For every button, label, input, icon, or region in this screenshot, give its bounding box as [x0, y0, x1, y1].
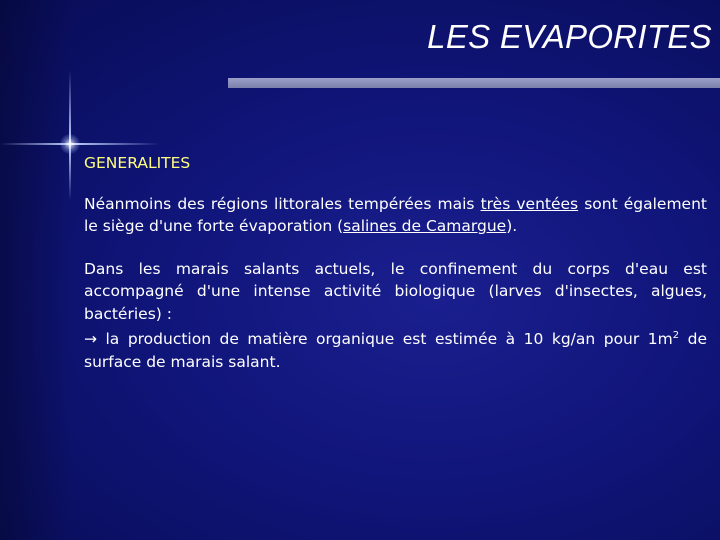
slide-body: [84, 152, 707, 393]
paragraph-2: [84, 258, 707, 374]
para2-superscript: 2: [672, 330, 680, 341]
para1-underlined-2: salines de Camargue: [343, 217, 507, 235]
para1-text-1: Néanmoins des régions littorales tempérées mais: [84, 194, 481, 213]
para1-underlined-1: très ventées: [480, 194, 579, 213]
para2-line-3: de surface de marais salant.: [84, 330, 707, 371]
title-underline-bar: [228, 78, 720, 88]
paragraph-1: [84, 193, 707, 238]
para1-text-2: sont également le siège d'une forte évaporation (: [84, 194, 707, 235]
section-heading: GENERALITES: [84, 154, 191, 172]
star-flare-horizontal: [0, 143, 160, 145]
para2-line-1: Dans les marais salants actuels, le confinement du corps d'eau est accompagné d'une intense activité biologique (larves d'insectes, algues, bactéries) :: [84, 259, 707, 323]
para1-text-3: ).: [506, 217, 518, 235]
left-shade: [0, 0, 70, 540]
slide-title: LES EVAPORITES: [427, 18, 712, 55]
para2-line-2: la production de matière organique est estimée à 10 kg/an pour 1m: [97, 330, 673, 349]
star-flare-icon: [60, 134, 80, 154]
arrow-icon: →: [84, 330, 97, 349]
